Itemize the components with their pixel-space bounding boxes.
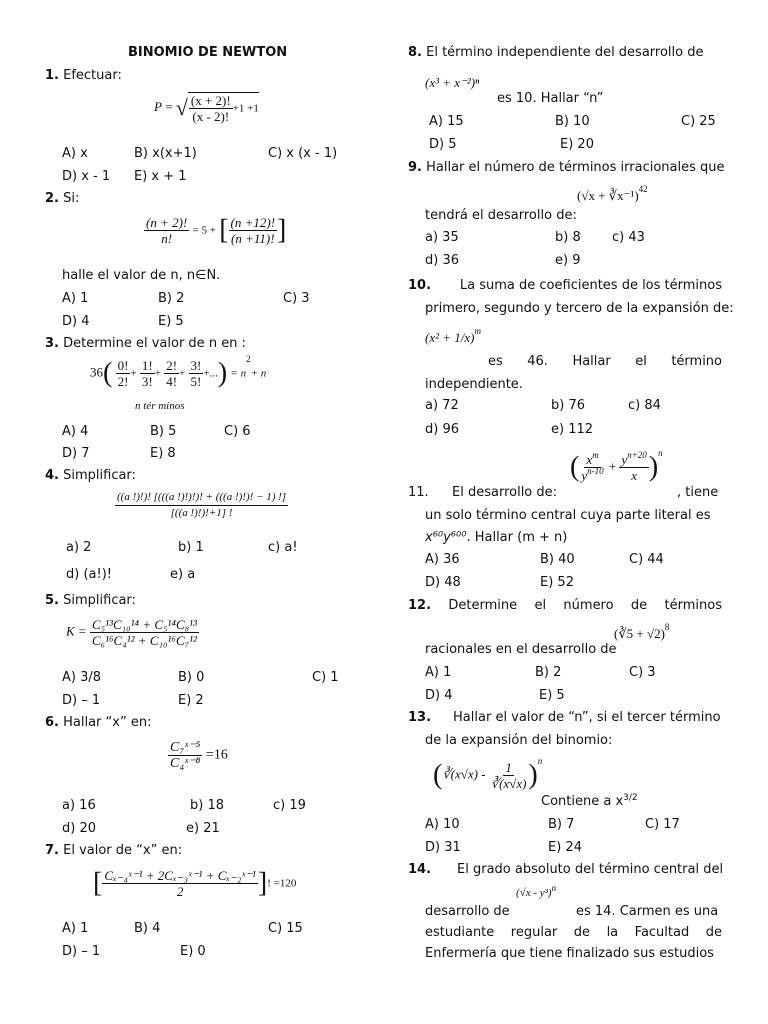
problem-14-expression: (√x - y³)$^n$	[516, 883, 557, 899]
problem-1-option-c[interactable]: C) x (x - 1)	[268, 146, 338, 161]
problem-6-equation: $\frac{\text{C₇ˣ⁻⁵}}{\text{C₄ˣ⁻⁸}}$ =16	[170, 740, 228, 771]
problem-14-statement-line-3: estudiante regular de la Facultad de	[425, 925, 722, 940]
problem-5-option-d[interactable]: D) – 1	[62, 693, 101, 708]
problem-9-expression: (√x + ∛x⁻¹)$^{42}$	[577, 184, 648, 203]
problem-2-statement: 2. Si:	[45, 191, 80, 206]
problem-8-option-e[interactable]: E) 20	[560, 137, 594, 152]
problem-14-statement-line-4: Enfermería que tiene finalizado sus estudios	[425, 946, 714, 961]
problem-6-option-b[interactable]: b) 18	[190, 798, 224, 813]
problem-11-statement-line-3: x⁶⁰y⁶⁰⁰. Hallar (m + n)	[425, 530, 568, 545]
problem-14-lead: desarrollo de	[425, 904, 510, 919]
problem-11-expression: ( $\frac{x^m}{y^{n-10}}$ + $\frac{y^{n+20}}{x}$ )$^n$	[570, 448, 663, 483]
problem-9-statement: 9. Hallar el número de términos irracionales que	[408, 160, 725, 175]
problem-3-option-a[interactable]: A) 4	[62, 424, 89, 439]
problem-12-expression: (∛5 + √2)$^8$	[614, 622, 670, 641]
problem-11-statement-line-2: un solo término central cuya parte literal es	[425, 508, 711, 523]
problem-5-option-e[interactable]: E) 2	[178, 693, 204, 708]
problem-8-option-d[interactable]: D) 5	[429, 137, 457, 152]
problem-5-statement: 5. Simplificar:	[45, 593, 136, 608]
problem-5-option-a[interactable]: A) 3/8	[62, 670, 102, 685]
problem-3-option-b[interactable]: B) 5	[150, 424, 177, 439]
problem-2-option-c[interactable]: C) 3	[283, 291, 310, 306]
problem-1-option-a[interactable]: A) x	[62, 146, 88, 161]
problem-7-option-e[interactable]: E) 0	[180, 944, 206, 959]
problem-8-condition: es 10. Hallar “n”	[497, 91, 604, 106]
problem-8-statement: 8. El término independiente del desarrollo de	[408, 45, 704, 60]
problem-1-statement: 1. Efectuar:	[45, 68, 122, 83]
problem-11-option-b[interactable]: B) 40	[540, 552, 575, 567]
problem-10-option-a[interactable]: a) 72	[425, 398, 459, 413]
problem-14-statement-line-2: es 14. Carmen es una	[576, 904, 719, 919]
problem-12-option-a[interactable]: A) 1	[425, 665, 452, 680]
problem-1-equation: P = √ $\frac{(x + 2)!}{(x - 2)!}$ +1 +1	[154, 93, 259, 124]
problem-5-option-b[interactable]: B) 0	[178, 670, 205, 685]
problem-1-option-e[interactable]: E) x + 1	[134, 169, 187, 184]
problem-10-option-e[interactable]: e) 112	[551, 422, 594, 437]
problem-7-option-d[interactable]: D) – 1	[62, 944, 101, 959]
problem-13-option-c[interactable]: C) 17	[645, 817, 680, 832]
problem-6-statement: 6. Hallar “x” en:	[45, 715, 152, 730]
problem-11-option-d[interactable]: D) 48	[425, 575, 461, 590]
problem-12-option-d[interactable]: D) 4	[425, 688, 453, 703]
problem-8-expression: (x³ + x⁻²)ⁿ	[425, 75, 480, 90]
problem-10-statement-line-1: 10. La suma de coeficientes de los términos	[408, 278, 722, 293]
problem-7-statement: 7. El valor de “x” en:	[45, 843, 183, 858]
problem-6-option-e[interactable]: e) 21	[186, 821, 220, 836]
problem-11-option-a[interactable]: A) 36	[425, 552, 460, 567]
problem-4-option-c[interactable]: c) a!	[268, 540, 298, 555]
problem-12-statement-line-1: 12. Determine el número de términos	[408, 598, 722, 613]
problem-12-option-c[interactable]: C) 3	[629, 665, 656, 680]
problem-11-number: 11.	[408, 485, 429, 500]
problem-3-term-count: n tér minos	[135, 400, 185, 412]
problem-2-option-d[interactable]: D) 4	[62, 314, 90, 329]
problem-7-option-a[interactable]: A) 1	[62, 921, 89, 936]
problem-13-option-a[interactable]: A) 10	[425, 817, 460, 832]
problem-10-option-d[interactable]: d) 96	[425, 422, 459, 437]
problem-13-statement-line-1: 13. Hallar el valor de “n”, si el tercer término	[408, 710, 721, 725]
problem-6-option-a[interactable]: a) 16	[62, 798, 96, 813]
problem-9-option-c[interactable]: c) 43	[612, 230, 645, 245]
problem-12-option-b[interactable]: B) 2	[535, 665, 562, 680]
problem-4-expression: $\frac{((a !)!)! [(((a !)!)!)! + (((a !)!)! - 1) !]}{[((a !)!)!+1] !}$	[117, 491, 287, 519]
problem-13-condition: Contiene a $x^{3/2}$	[541, 793, 638, 809]
problem-2-condition: halle el valor de n, n∈N.	[62, 268, 221, 283]
problem-8-option-b[interactable]: B) 10	[555, 114, 590, 129]
problem-13-expression: (∛(x√x) - $\frac{1}{∛(x√x)}$ )$^n$	[433, 756, 543, 791]
problem-12-option-e[interactable]: E) 5	[539, 688, 565, 703]
problem-14-statement-line-1: 14. El grado absoluto del término central del	[408, 862, 724, 877]
problem-4-option-b[interactable]: b) 1	[178, 540, 204, 555]
problem-1-option-b[interactable]: B) x(x+1)	[134, 146, 197, 161]
problem-4-option-e[interactable]: e) a	[170, 567, 196, 582]
problem-10-option-b[interactable]: b) 76	[551, 398, 585, 413]
problem-8-option-c[interactable]: C) 25	[681, 114, 716, 129]
problem-13-option-d[interactable]: D) 31	[425, 840, 461, 855]
problem-6-option-d[interactable]: d) 20	[62, 821, 96, 836]
problem-5-option-c[interactable]: C) 1	[312, 670, 339, 685]
problem-13-statement-line-2: de la expansión del binomio:	[425, 733, 613, 748]
problem-13-option-b[interactable]: B) 7	[548, 817, 575, 832]
page-title: BINOMIO DE NEWTON	[128, 45, 288, 60]
problem-2-option-a[interactable]: A) 1	[62, 291, 89, 306]
problem-12-statement-line-2: racionales en el desarrollo de	[425, 642, 617, 657]
problem-3-equation: 36( $\frac{0!}{2!}$ + $\frac{1!}{3!}$ + $\frac{2!}{4!}$ + $\frac{3!}{5!}$ +...) = $n^2+ n$	[90, 354, 267, 389]
problem-9-option-e[interactable]: e) 9	[555, 253, 581, 268]
problem-9-lead: tendrá el desarrollo de:	[425, 208, 577, 223]
problem-3-option-e[interactable]: E) 8	[150, 446, 176, 461]
problem-6-option-c[interactable]: c) 19	[273, 798, 306, 813]
problem-11-lead: El desarrollo de:	[452, 485, 558, 500]
problem-4-option-d[interactable]: d) (a!)!	[66, 567, 112, 582]
problem-11-option-c[interactable]: C) 44	[629, 552, 664, 567]
problem-4-statement: 4. Simplificar:	[45, 468, 136, 483]
problem-9-option-a[interactable]: a) 35	[425, 230, 459, 245]
problem-9-option-b[interactable]: b) 8	[555, 230, 581, 245]
problem-7-option-c[interactable]: C) 15	[268, 921, 303, 936]
problem-7-equation: [ $\frac{\text{Cₓ₋₄ˣ⁻¹ + 2Cₓ₋₃ˣ⁻¹ + Cₓ₋₂ˣ⁻¹}}{2}$ ]! =120	[93, 867, 297, 899]
problem-10-expression: $(x^2 + 1/x)^m$	[425, 326, 481, 345]
problem-2-option-b[interactable]: B) 2	[158, 291, 185, 306]
problem-10-statement-line-4: independiente.	[425, 377, 523, 392]
problem-13-option-e[interactable]: E) 24	[548, 840, 582, 855]
problem-10-statement-line-2: primero, segundo y tercero de la expansión de:	[425, 301, 734, 316]
problem-3-option-c[interactable]: C) 6	[224, 424, 251, 439]
problem-10-option-c[interactable]: c) 84	[628, 398, 661, 413]
problem-8-option-a[interactable]: A) 15	[429, 114, 464, 129]
problem-11-option-e[interactable]: E) 52	[540, 575, 574, 590]
problem-11-tail: , tiene	[677, 485, 719, 500]
problem-10-statement-line-3: es 46. Hallar el término	[488, 354, 722, 369]
problem-4-option-a[interactable]: a) 2	[66, 540, 92, 555]
problem-9-option-d[interactable]: d) 36	[425, 253, 459, 268]
problem-2-equation: $\frac{(n + 2)!}{n!}$ = 5 + [ $\frac{(n +12)!}{(n +11)!}$ ]	[146, 214, 287, 246]
problem-7-option-b[interactable]: B) 4	[134, 921, 161, 936]
problem-3-option-d[interactable]: D) 7	[62, 446, 90, 461]
problem-3-statement: 3. Determine el valor de n en :	[45, 336, 246, 351]
problem-1-option-d[interactable]: D) x - 1	[62, 169, 111, 184]
problem-5-expression: K = $\frac{\text{C₅¹³C₁₀¹⁴ + C₅¹⁴C₈¹³}}{\text{C₆¹⁶C₄¹² + C₁₀¹⁶C₇¹²}}$	[66, 617, 197, 648]
problem-2-option-e[interactable]: E) 5	[158, 314, 184, 329]
